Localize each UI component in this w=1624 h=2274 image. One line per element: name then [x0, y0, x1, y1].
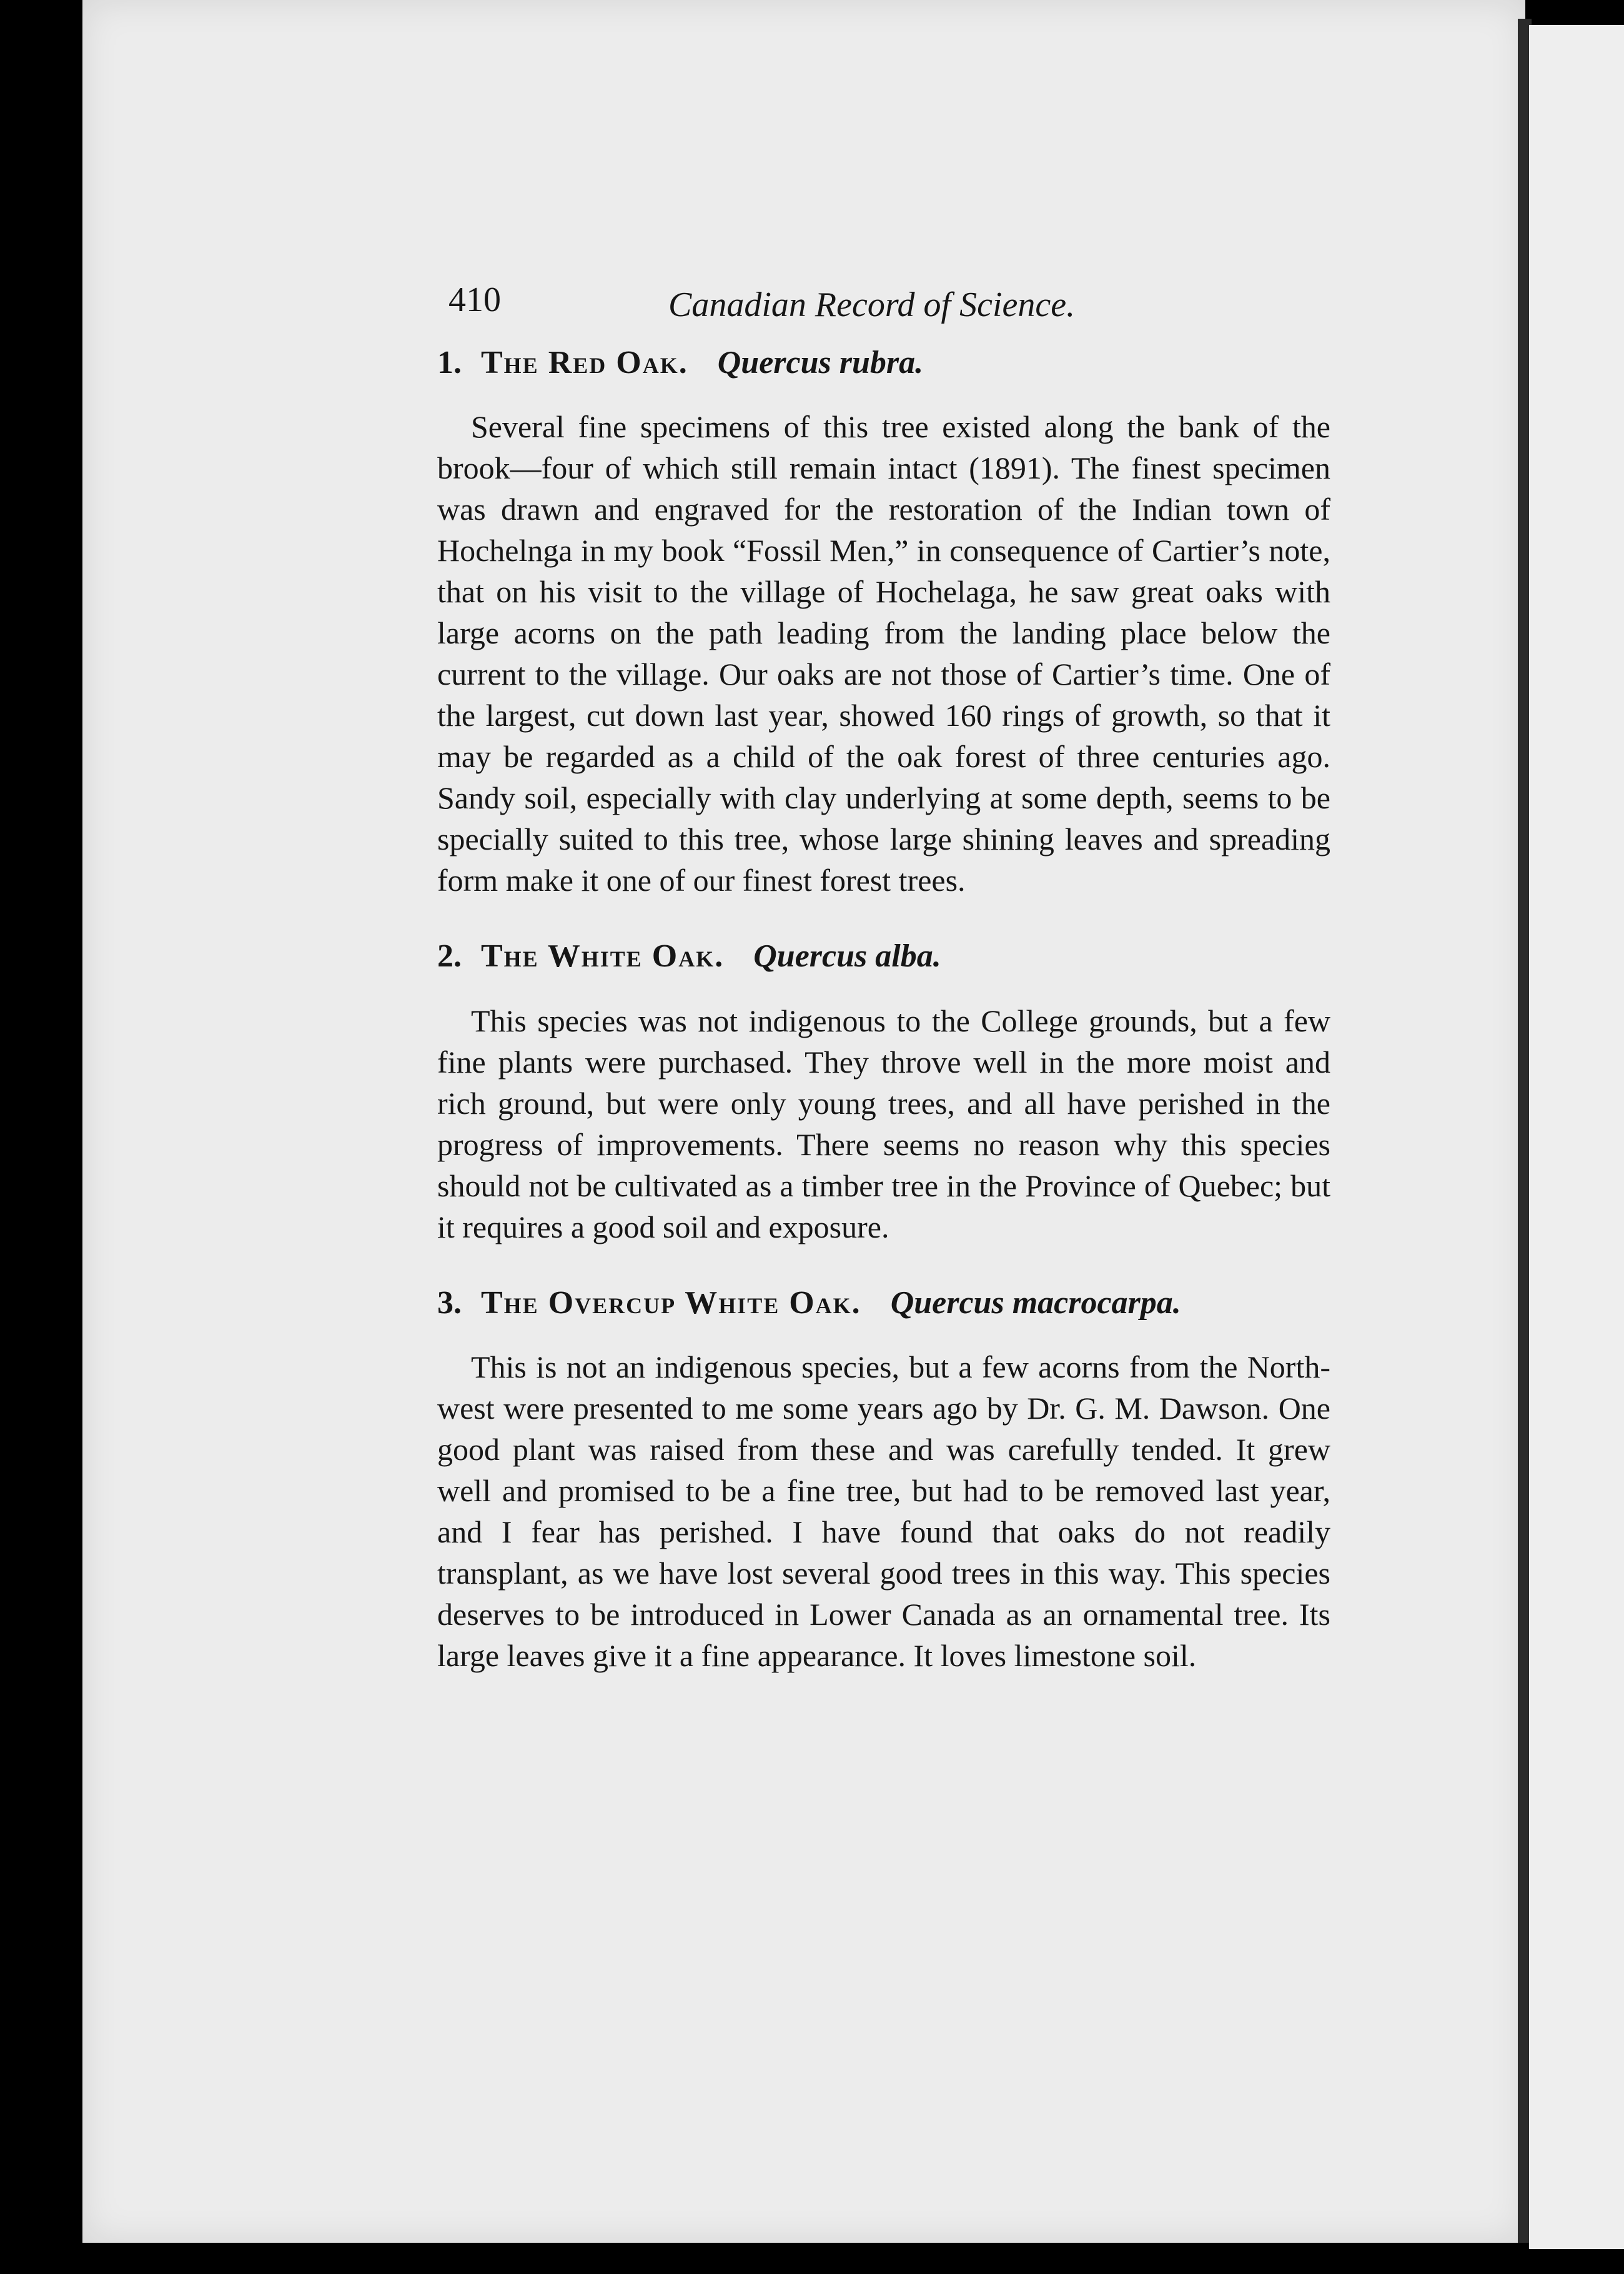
section-paragraph: This species was not indigenous to the College grounds, but a few fine plants were purchased. They throve well in the more moist and rich ground, but were only young trees, and all have perished in the progress of improvements. There seems no reason why this species should not be cultivated as a timber tree in the Province of Quebec; but it requires a good soil and exposure. [437, 1003, 1330, 1244]
journal-title: Canadian Record of Science. [668, 285, 1076, 324]
section-latin-name: Quercus rubra. [717, 345, 924, 380]
section-name: The White Oak. [481, 938, 725, 975]
section-white-oak [437, 937, 1330, 1247]
section-paragraph: This is not an indigenous species, but a few acorns from the North-west were presented to me some years ago by Dr. G. M. Dawson. One good plant was raised from these and was carefully tended. It grew well and promised to be a fine tree, but had to be removed last year, and I fear has perished. I have found that oaks do not readily transplant, as we have lost several good trees in this way. This species deserves to be introduced in Lower Canada as an ornamental tree. Its large leaves give it a fine appearance. It loves limestone soil. [437, 1349, 1330, 1674]
section-overcup-white-oak [437, 1284, 1330, 1676]
section-latin-name: Quercus alba. [753, 938, 941, 975]
section-name: The Red Oak. [481, 345, 688, 380]
page-number: 410 [448, 281, 501, 319]
section-paragraph: Several fine specimens of this tree existed along the bank of the brook—four of which still remain intact (1891). The finest specimen was drawn and engraved for the restoration of the Indian town of Hochelnga in my book “Fossil Men,” in consequence of Cartier’s note, that on his visit to the village of Hochelaga, he saw great oaks with large acorns on the path leading from the landing place below the current to the village. Our oaks are not those of Cartier’s time. One of the largest, cut down last year, showed 160 rings of growth, so that it may be regarded as a child of the oak forest of three centuries ago. Sandy soil, especially with clay underlying at some depth, seems to be specially suited to this tree, whose large shining leaves and spreading form make it one of our finest forest trees. [437, 409, 1330, 898]
section-latin-name: Quercus macrocarpa. [890, 1284, 1181, 1321]
page-content [437, 262, 1330, 1712]
section-number: 2. [437, 938, 462, 975]
section-number: 1. [437, 345, 462, 380]
section-number: 3. [437, 1284, 462, 1321]
section-heading [437, 1284, 1330, 1323]
running-head [437, 262, 1330, 324]
section-heading [437, 937, 1330, 976]
section-red-oak [437, 344, 1330, 901]
section-heading [437, 344, 1330, 382]
section-name: The Overcup White Oak. [481, 1284, 861, 1321]
facing-page-edge [1529, 25, 1624, 2249]
